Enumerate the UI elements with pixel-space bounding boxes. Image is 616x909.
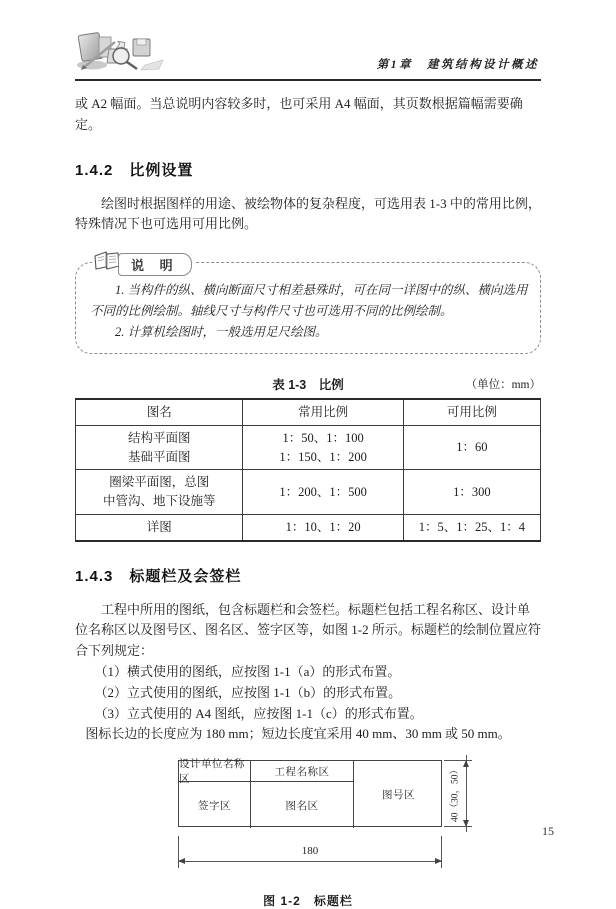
cell-name: 详图 [76, 514, 243, 540]
cell-drawing-name: 图名区 [251, 782, 354, 828]
col-header-common: 常用比例 [243, 399, 403, 425]
note-item-2: 2. 计算机绘图时，一般选用足尺绘图。 [115, 325, 328, 340]
scale-table [75, 398, 541, 542]
section-143-paragraph: 工程中所用的图纸，包含标题栏和会签栏。标题栏包括工程名称区、设计单位名称区以及图号区、图名区、签字区等，如图 1-2 所示。标题栏的绘制位置应符合下列规定： [75, 601, 541, 659]
cell-signature: 签字区 [179, 782, 251, 828]
note-callout-box [75, 258, 541, 354]
section-142-paragraph: 绘图时根据图样的用途、被绘物体的复杂程度，可选用表 1-3 中的常用比例，特殊情况下也可选用可用比例。 [75, 195, 541, 232]
cell-design-unit: 设计单位名称区 [179, 761, 251, 782]
cell-available: 1：300 [403, 470, 540, 515]
title-block-figure [75, 758, 541, 876]
list-item-2: （2）立式使用的图纸，应按图 1-1（b）的形式布置。 [94, 684, 402, 700]
note-label [92, 250, 194, 279]
section-heading-142: 1.4.2 比例设置 [75, 161, 194, 179]
table-row [76, 470, 541, 515]
computer-tools-clipart-icon [75, 27, 163, 76]
chapter-running-head: 第1章 建筑结构设计概述 [376, 59, 539, 71]
list-item-3: （3）立式使用的 A4 图纸，应按图 1-1（c）的形式布置。 [94, 705, 423, 721]
cell-common: 1：200、1：500 [243, 470, 403, 515]
col-header-available: 可用比例 [403, 399, 540, 425]
table-row [76, 514, 541, 540]
cell-project-name: 工程名称区 [251, 761, 354, 782]
page-header [75, 0, 541, 81]
table-title: 表 1-3 比例 [272, 378, 344, 393]
cell-available: 1：5、1：25、1：4 [403, 514, 540, 540]
cell-common: 1：10、1：20 [243, 514, 403, 540]
arrowhead-icon [178, 858, 185, 864]
col-header-name: 图名 [76, 399, 243, 425]
table-unit-note: （单位：mm） [465, 379, 541, 392]
arrowhead-icon [463, 760, 469, 767]
arrowhead-icon [435, 858, 442, 864]
arrowhead-icon [463, 820, 469, 827]
table-row [76, 425, 541, 470]
title-block-diagram [178, 760, 442, 827]
list-item-1: （1）横式使用的图纸，应按图 1-1（a）的形式布置。 [94, 664, 401, 680]
intro-paragraph: 或 A2 幅面。当总说明内容较多时，也可采用 A4 幅面，其页数根据篇幅需要确定。 [75, 96, 523, 132]
note-label-text: 说 明 [118, 253, 192, 276]
table-caption-row [75, 375, 541, 393]
dimension-note-paragraph: 图标长边的长度应为 180 mm；短边长度宜采用 40 mm、30 mm 或 50 mm。 [85, 726, 511, 742]
width-dimension-label: 180 [301, 845, 319, 858]
note-item-1: 1. 当构件的纵、横向断面尺寸相差悬殊时，可在同一详图中的纵、横向选用不同的比例绘制。轴线尺寸与构件尺寸也可选用不同的比例绘制。 [90, 283, 528, 319]
table-header-row [76, 399, 541, 425]
cell-available: 1：60 [403, 425, 540, 470]
cell-drawing-no: 图号区 [382, 790, 415, 802]
cell-common: 1：50、1：100 1：150、1：200 [243, 425, 403, 470]
cell-name: 结构平面图 基础平面图 [76, 425, 243, 470]
height-dimension-label: 40（30，50） [450, 765, 461, 823]
figure-caption: 图 1-2 标题栏 [263, 894, 353, 909]
section-heading-143: 1.4.3 标题栏及会签栏 [75, 567, 242, 585]
dim-line-horizontal [178, 861, 442, 862]
page-number: 15 [542, 824, 554, 838]
page-content [75, 0, 541, 909]
cell-name: 圈梁平面图，总图 中管沟、地下设施等 [76, 470, 243, 515]
